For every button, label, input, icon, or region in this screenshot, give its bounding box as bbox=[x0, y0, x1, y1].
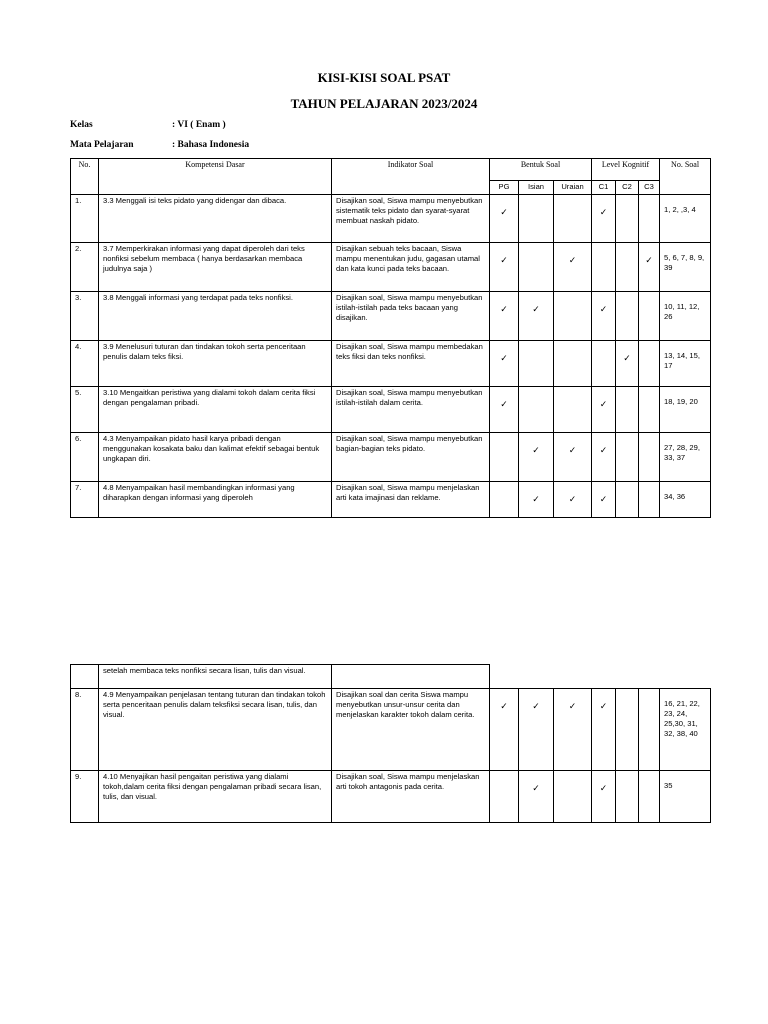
cell-kompetensi-dasar: 3.3 Menggali isi teks pidato yang didengar dan dibaca. bbox=[99, 195, 332, 243]
cell-indikator-soal: Disajikan soal, Siswa mampu menjelaskan arti kata imajinasi dan reklame. bbox=[332, 482, 490, 518]
cell-isian bbox=[519, 243, 554, 292]
mapel-value: : Bahasa Indonesia bbox=[172, 140, 250, 150]
cell-kompetensi-dasar: 3.10 Mengaitkan peristiwa yang dialami tokoh dalam cerita fiksi dengan pengalaman pribadi. bbox=[99, 387, 332, 433]
cell-no: 1. bbox=[71, 195, 99, 243]
check-mark-icon: ✓ bbox=[568, 701, 577, 711]
cell-kompetensi-dasar: 4.3 Menyampaikan pidato hasil karya pribadi dengan menggunakan kosakata baku dan kalimat efektif sebagai bentuk ungkapan diri. bbox=[99, 433, 332, 482]
cell-c3 bbox=[639, 482, 660, 518]
cell-isian bbox=[519, 387, 554, 433]
cell-c3 bbox=[639, 433, 660, 482]
cell-pg bbox=[490, 689, 519, 771]
table-row bbox=[71, 433, 711, 482]
cell-c1 bbox=[592, 771, 616, 823]
cell-c3 bbox=[639, 387, 660, 433]
kelas-value: : VI ( Enam ) bbox=[172, 120, 226, 130]
cell-c1 bbox=[592, 387, 616, 433]
cell-uraian bbox=[554, 341, 592, 387]
cell-pg bbox=[490, 195, 519, 243]
table-row bbox=[71, 292, 711, 341]
table-row bbox=[71, 771, 711, 823]
header-no-soal: No. Soal bbox=[660, 159, 711, 195]
check-mark-icon: ✓ bbox=[568, 255, 577, 265]
check-mark-icon: ✓ bbox=[500, 399, 508, 409]
check-mark-icon: ✓ bbox=[568, 494, 577, 504]
cell-no: 5. bbox=[71, 387, 99, 433]
cell-no-soal: 18, 19, 20 bbox=[660, 387, 711, 433]
cell-indikator-soal: Disajikan soal, Siswa mampu menjelaskan arti tokoh antagonis pada cerita. bbox=[332, 771, 490, 823]
cell-indikator-soal: Disajikan soal dan cerita Siswa mampu menyebutkan unsur-unsur cerita dan menjelaskan karakter tokoh dalam cerita. bbox=[332, 689, 490, 771]
cell-c2 bbox=[616, 689, 639, 771]
check-mark-icon: ✓ bbox=[568, 445, 577, 455]
cell-c3 bbox=[639, 771, 660, 823]
check-mark-icon: ✓ bbox=[532, 701, 540, 711]
cell-no: 6. bbox=[71, 433, 99, 482]
check-mark-icon: ✓ bbox=[645, 255, 653, 265]
header-uraian: Uraian bbox=[554, 181, 592, 195]
header-bentuk-soal: Bentuk Soal bbox=[490, 159, 592, 181]
cell-uraian bbox=[554, 689, 592, 771]
cell-indikator bbox=[332, 665, 490, 689]
cell-isian bbox=[519, 292, 554, 341]
cell-c3 bbox=[639, 243, 660, 292]
cell-no-soal: 10, 11, 12, 26 bbox=[660, 292, 711, 341]
cell-c3 bbox=[639, 689, 660, 771]
cell-indikator-soal: Disajikan sebuah teks bacaan, Siswa mampu menentukan judu, gagasan utamal dan kata kunci pada teks bacaan. bbox=[332, 243, 490, 292]
cell-c1 bbox=[592, 433, 616, 482]
empty-cell bbox=[490, 665, 711, 689]
cell-c1 bbox=[592, 482, 616, 518]
cell-c1 bbox=[592, 292, 616, 341]
table-row bbox=[71, 243, 711, 292]
cell-uraian bbox=[554, 387, 592, 433]
cell-indikator-soal: Disajikan soal, Siswa mampu menyebutkan bagian-bagian teks pidato. bbox=[332, 433, 490, 482]
cell-no bbox=[71, 665, 99, 689]
cell-no: 2. bbox=[71, 243, 99, 292]
table-row bbox=[71, 689, 711, 771]
cell-kompetensi-dasar: 4.8 Menyampaikan hasil membandingkan informasi yang diharapkan dengan informasi yang diperoleh bbox=[99, 482, 332, 518]
table-row bbox=[71, 341, 711, 387]
cell-c1 bbox=[592, 341, 616, 387]
header-level-kognitif: Level Kognitif bbox=[592, 159, 660, 181]
check-mark-icon: ✓ bbox=[599, 783, 608, 793]
cell-no: 7. bbox=[71, 482, 99, 518]
check-mark-icon: ✓ bbox=[500, 701, 508, 711]
cell-indikator-soal: Disajikan soal, Siswa mampu menyebutkan sistematik teks pidato dan syarat-syarat membuat naskah pidato. bbox=[332, 195, 490, 243]
check-mark-icon: ✓ bbox=[599, 399, 608, 409]
header-c1: C1 bbox=[592, 181, 616, 195]
cell-kompetensi-dasar: 4.9 Menyampaikan penjelasan tentang tuturan dan tindakan tokoh serta penceritaan penulis dalam teksfiksi secara lisan, tulis, dan visual. bbox=[99, 689, 332, 771]
cell-pg bbox=[490, 482, 519, 518]
cell-c1 bbox=[592, 689, 616, 771]
cell-c3 bbox=[639, 341, 660, 387]
cell-c2 bbox=[616, 341, 639, 387]
cell-c3 bbox=[639, 195, 660, 243]
cell-isian bbox=[519, 195, 554, 243]
cell-c2 bbox=[616, 195, 639, 243]
cell-uraian bbox=[554, 195, 592, 243]
header-c3: C3 bbox=[639, 181, 660, 195]
cell-kompetensi-continued: setelah membaca teks nonfiksi secara lisan, tulis dan visual. bbox=[99, 665, 332, 689]
cell-c2 bbox=[616, 771, 639, 823]
cell-uraian bbox=[554, 771, 592, 823]
header-c2: C2 bbox=[616, 181, 639, 195]
cell-pg bbox=[490, 771, 519, 823]
cell-c2 bbox=[616, 482, 639, 518]
cell-kompetensi-dasar: 3.7 Memperkirakan informasi yang dapat diperoleh dari teks nonfiksi sebelum membaca ( hanya berdasarkan membaca judulnya saja ) bbox=[99, 243, 332, 292]
kisi-kisi-table-continued bbox=[70, 664, 711, 823]
cell-no-soal: 16, 21, 22, 23, 24, 25,30, 31, 32, 38, 40 bbox=[660, 689, 711, 771]
header-isian: Isian bbox=[519, 181, 554, 195]
cell-no-soal: 34, 36 bbox=[660, 482, 711, 518]
check-mark-icon: ✓ bbox=[599, 207, 608, 217]
cell-c2 bbox=[616, 243, 639, 292]
cell-c2 bbox=[616, 292, 639, 341]
document-subtitle: TAHUN PELAJARAN 2023/2024 bbox=[290, 96, 478, 111]
table-row-continuation bbox=[71, 665, 711, 689]
cell-indikator-soal: Disajikan soal, Siswa mampu menyebutkan istilah-istilah dalam cerita. bbox=[332, 387, 490, 433]
mapel-label: Mata Pelajaran bbox=[70, 140, 134, 150]
check-mark-icon: ✓ bbox=[500, 207, 508, 217]
cell-kompetensi-dasar: 3.8 Menggali informasi yang terdapat pada teks nonfiksi. bbox=[99, 292, 332, 341]
cell-kompetensi-dasar: 3.9 Menelusuri tuturan dan tindakan tokoh serta penceritaan penulis dalam teks fiksi. bbox=[99, 341, 332, 387]
cell-uraian bbox=[554, 243, 592, 292]
kisi-kisi-table bbox=[70, 158, 711, 518]
cell-no: 8. bbox=[71, 689, 99, 771]
table-row bbox=[71, 195, 711, 243]
cell-isian bbox=[519, 771, 554, 823]
cell-no: 3. bbox=[71, 292, 99, 341]
cell-c1 bbox=[592, 243, 616, 292]
cell-isian bbox=[519, 689, 554, 771]
check-mark-icon: ✓ bbox=[599, 494, 608, 504]
cell-isian bbox=[519, 482, 554, 518]
check-mark-icon: ✓ bbox=[623, 353, 631, 363]
header-indikator-soal: Indikator Soal bbox=[332, 159, 490, 195]
cell-kompetensi-dasar: 4.10 Menyajikan hasil pengaitan peristiwa yang dialami tokoh,dalam cerita fiksi dengan pengalaman pribadi secara lisan, tulis, dan visual. bbox=[99, 771, 332, 823]
header-kompetensi-dasar: Kompetensi Dasar bbox=[99, 159, 332, 195]
cell-c1 bbox=[592, 195, 616, 243]
cell-no-soal: 1, 2, ,3, 4 bbox=[660, 195, 711, 243]
header-no: No. bbox=[71, 159, 99, 195]
check-mark-icon: ✓ bbox=[532, 494, 540, 504]
cell-uraian bbox=[554, 482, 592, 518]
cell-no-soal: 5, 6, 7, 8, 9, 39 bbox=[660, 243, 711, 292]
check-mark-icon: ✓ bbox=[500, 304, 508, 314]
cell-uraian bbox=[554, 433, 592, 482]
cell-isian bbox=[519, 433, 554, 482]
cell-no: 9. bbox=[71, 771, 99, 823]
cell-isian bbox=[519, 341, 554, 387]
table-row bbox=[71, 482, 711, 518]
cell-pg bbox=[490, 292, 519, 341]
check-mark-icon: ✓ bbox=[599, 445, 608, 455]
check-mark-icon: ✓ bbox=[500, 353, 508, 363]
cell-no-soal: 13, 14, 15, 17 bbox=[660, 341, 711, 387]
cell-pg bbox=[490, 387, 519, 433]
cell-indikator-soal: Disajikan soal, Siswa mampu membedakan teks fiksi dan teks nonfiksi. bbox=[332, 341, 490, 387]
check-mark-icon: ✓ bbox=[532, 304, 540, 314]
check-mark-icon: ✓ bbox=[532, 783, 540, 793]
cell-indikator-soal: Disajikan soal, Siswa mampu menyebutkan istilah-istilah pada teks bacaan yang disajikan. bbox=[332, 292, 490, 341]
cell-c3 bbox=[639, 292, 660, 341]
cell-pg bbox=[490, 341, 519, 387]
kelas-label: Kelas bbox=[70, 120, 93, 130]
cell-c2 bbox=[616, 433, 639, 482]
header-pg: PG bbox=[490, 181, 519, 195]
cell-uraian bbox=[554, 292, 592, 341]
table-row bbox=[71, 387, 711, 433]
cell-no-soal: 27, 28, 29, 33, 37 bbox=[660, 433, 711, 482]
cell-pg bbox=[490, 433, 519, 482]
document-title: KISI-KISI SOAL PSAT bbox=[317, 70, 451, 85]
cell-no-soal: 35 bbox=[660, 771, 711, 823]
check-mark-icon: ✓ bbox=[500, 255, 508, 265]
cell-c2 bbox=[616, 387, 639, 433]
cell-no: 4. bbox=[71, 341, 99, 387]
cell-pg bbox=[490, 243, 519, 292]
check-mark-icon: ✓ bbox=[599, 304, 608, 314]
check-mark-icon: ✓ bbox=[532, 445, 540, 455]
check-mark-icon: ✓ bbox=[599, 701, 608, 711]
